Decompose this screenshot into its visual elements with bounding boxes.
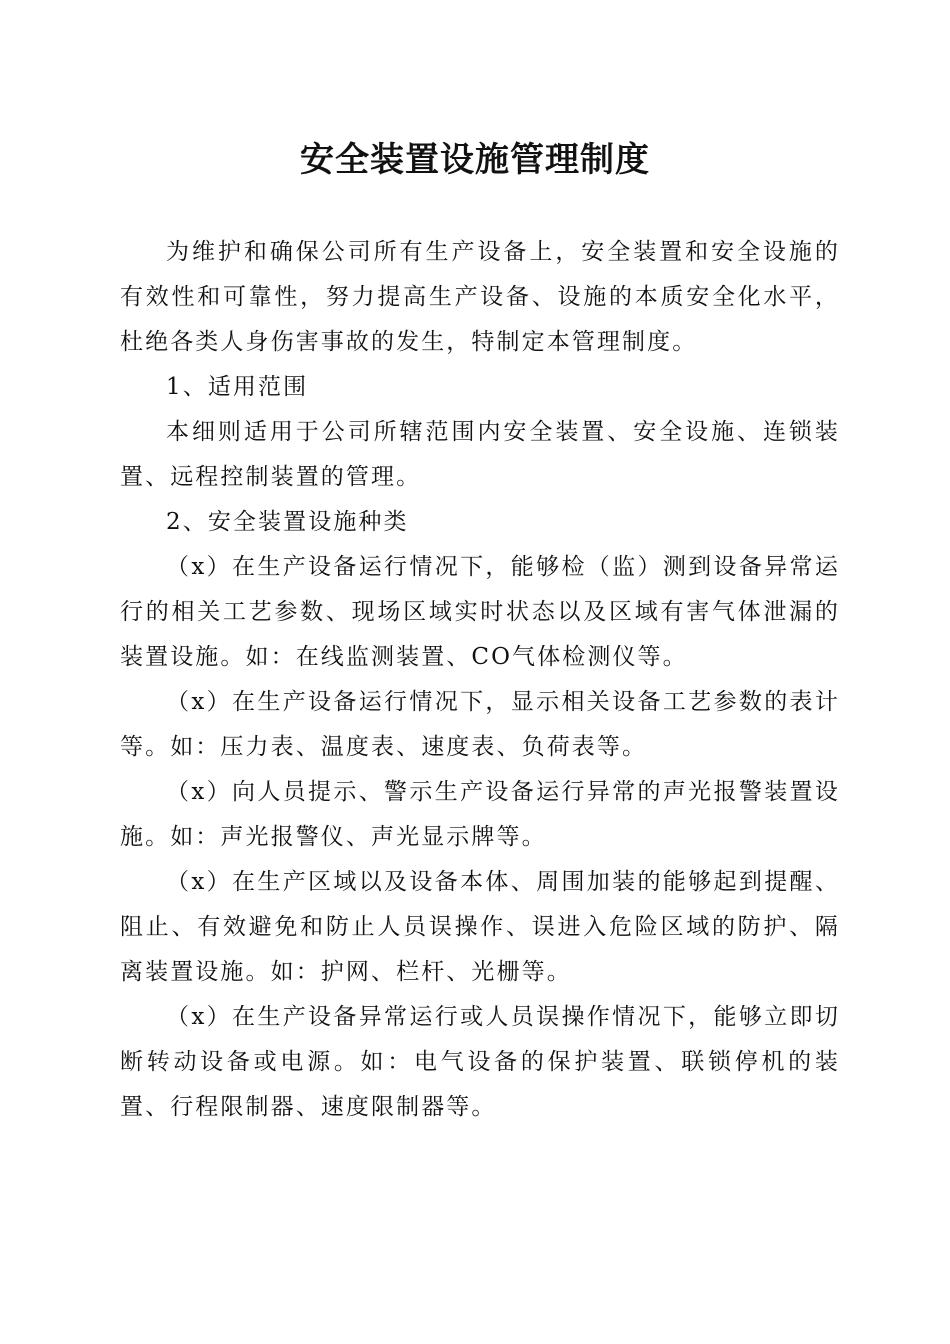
scope-paragraph: 本细则适用于公司所辖范围内安全装置、安全设施、连锁装置、远程控制装置的管理。 bbox=[120, 419, 840, 490]
type-item-gauges: （x）在生产设备运行情况下，显示相关设备工艺参数的表计等。如：压力表、温度表、速度表、负荷表等。 bbox=[120, 689, 840, 760]
intro-paragraph: 为维护和确保公司所有生产设备上，安全装置和安全设施的有效性和可靠性，努力提高生产设备、设施的本质安全化水平，杜绝各类人身伤害事故的发生，特制定本管理制度。 bbox=[120, 239, 840, 355]
section-heading-scope: 1、适用范围 bbox=[166, 374, 309, 400]
type-item-monitoring: （x）在生产设备运行情况下，能够检（监）测到设备异常运行的相关工艺参数、现场区域实时状态以及区域有害气体泄漏的装置设施。如：在线监测装置、CO气体检测仪等。 bbox=[120, 554, 840, 670]
type-item-interlocks: （x）在生产设备异常运行或人员误操作情况下，能够立即切断转动设备或电源。如：电气设备的保护装置、联锁停机的装置、行程限制器、速度限制器等。 bbox=[120, 1004, 840, 1120]
type-item-guards: （x）在生产区域以及设备本体、周围加装的能够起到提醒、阻止、有效避免和防止人员误操作、误进入危险区域的防护、隔离装置设施。如：护网、栏杆、光栅等。 bbox=[120, 869, 840, 985]
section-heading-types: 2、安全装置设施种类 bbox=[166, 509, 409, 535]
document-body bbox=[120, 230, 840, 1130]
document-title: 安全装置设施管理制度 bbox=[300, 140, 650, 180]
type-item-alarms: （x）向人员提示、警示生产设备运行异常的声光报警装置设施。如：声光报警仪、声光显示牌等。 bbox=[120, 779, 840, 850]
